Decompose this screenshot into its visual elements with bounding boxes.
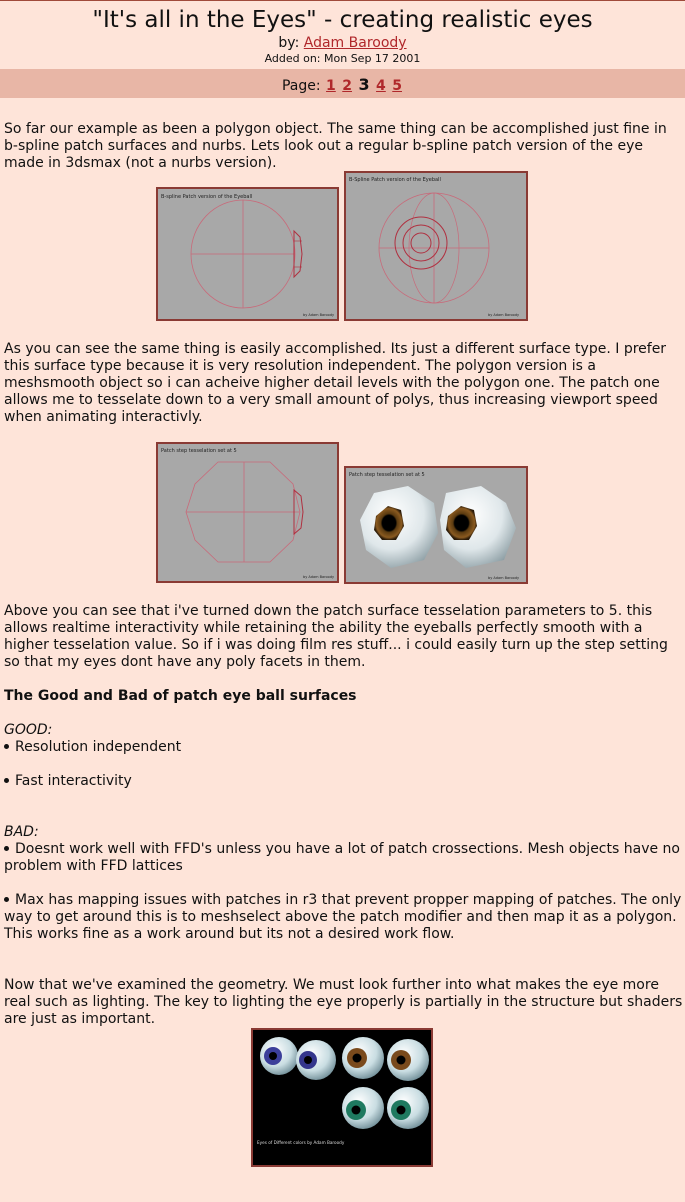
good-item-text: Fast interactivity [15, 773, 132, 789]
top-border [0, 0, 685, 1]
image-caption: B-Spline Patch version of the Eyeball [349, 177, 441, 183]
image-credit: by Adam Baroody [303, 313, 335, 317]
good-label: GOOD: [4, 722, 53, 738]
image-patch-side-view [156, 187, 339, 321]
image-caption: Patch step tesselation set at 5 [161, 448, 237, 454]
bad-item-text: Max has mapping issues with patches in r3 that prevent propper mapping of patches. The only way to get around this is to meshselect above the patch modifier and then map it as a polygon. This works fine as a work around but its not a desired work flow. [4, 892, 682, 942]
page-link-2[interactable]: 2 [342, 78, 352, 94]
bad-item [4, 841, 683, 875]
bullet-icon [4, 744, 9, 749]
good-item [4, 773, 683, 790]
author-link[interactable]: Adam Baroody [303, 35, 407, 51]
image-caption: Patch step tesselation set at 5 [349, 472, 425, 478]
paragraph-surface-type: As you can see the same thing is easily accomplished. Its just a different surface type. I prefer this surface type because it is very resolution independent. The polygon version is a meshsmooth object so i can acheive higher detail levels with the polygon one. The patch one allows me to tesselate down to a very small amount of polys, thus increasing viewport speed when animating interactivly. [4, 341, 667, 425]
page-current-3: 3 [358, 75, 370, 94]
page-link-5[interactable]: 5 [392, 78, 402, 94]
page-link-4[interactable]: 4 [376, 78, 386, 94]
bullet-icon [4, 778, 9, 783]
bad-item [4, 892, 683, 943]
byline [0, 35, 685, 52]
by-label: by: [278, 35, 300, 51]
bullet-icon [4, 846, 9, 851]
image-caption: Eyes of Different colors by Adam Baroody [257, 1140, 345, 1145]
image-credit: by Adam Baroody [488, 576, 520, 580]
image-caption: B-spline Patch version of the Eyeball [161, 194, 253, 200]
image-tesselation-render [344, 466, 528, 584]
image-tesselation-wireframe [156, 442, 339, 583]
image-credit: by Adam Baroody [488, 313, 520, 317]
good-item-text: Resolution independent [15, 739, 182, 755]
good-item [4, 739, 683, 756]
image-eye-colors [251, 1028, 433, 1167]
bad-label: BAD: [4, 824, 39, 840]
bullet-icon [4, 897, 9, 902]
page-label: Page: [281, 78, 321, 94]
bad-item-text: Doesnt work well with FFD's unless you have a lot of patch crossections. Mesh objects have no problem with FFD lattices [4, 841, 680, 874]
page-title: "It's all in the Eyes" - creating realistic eyes [92, 7, 593, 33]
section-heading: The Good and Bad of patch eye ball surfaces [4, 688, 357, 704]
page-link-1[interactable]: 1 [326, 78, 336, 94]
paragraph-lighting: Now that we've examined the geometry. We must look further into what makes the eye more real such as lighting. The key to lighting the eye properly is partially in the structure but shaders are just as important. [4, 977, 683, 1027]
paragraph-intro: So far our example as been a polygon object. The same thing can be accomplished just fine in b-spline patch surfaces and nurbs. Lets look out a regular b-spline patch version of the eye made in 3dsmax (not a nurbs version). [4, 121, 667, 171]
image-credit: by Adam Baroody [303, 575, 335, 579]
added-date: Added on: Mon Sep 17 2001 [264, 52, 421, 65]
paragraph-tesselation: Above you can see that i've turned down the patch surface tesselation parameters to 5. this allows realtime interactivity while retaining the ability the eyeballs perfectly smooth with a higher tesselation value. So if i was doing film res stuff... i could easily turn up the step setting so that my eyes dont have any poly facets in them. [4, 603, 668, 670]
pagination-bar [0, 69, 685, 98]
image-patch-front-view [344, 171, 528, 321]
